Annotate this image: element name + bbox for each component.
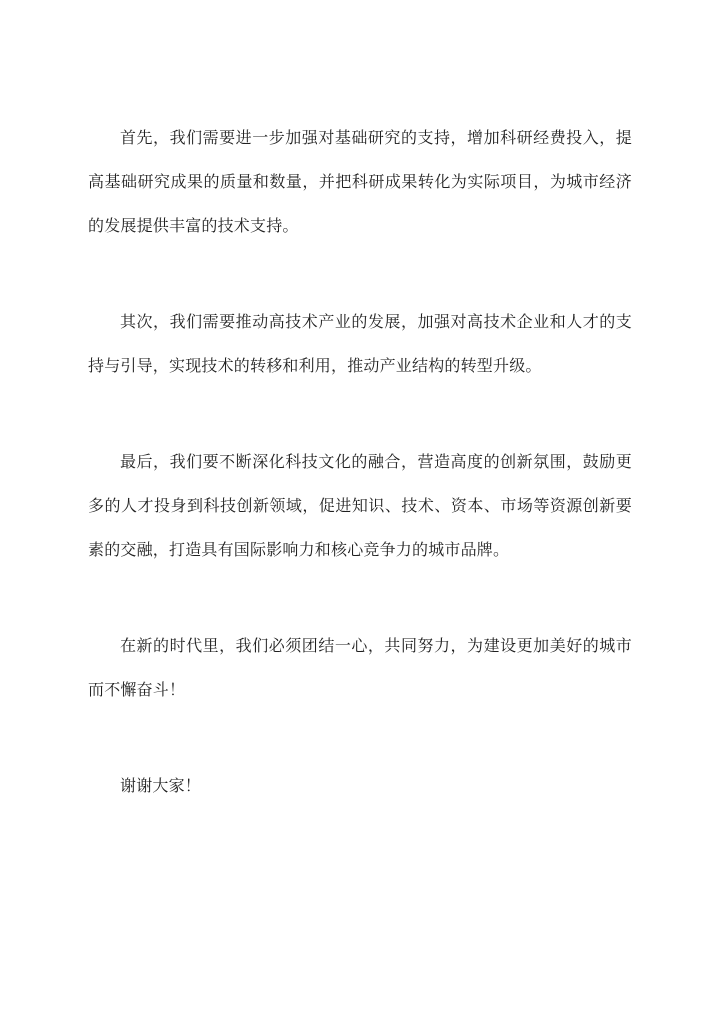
- paragraph-high-tech-industry: 其次，我们需要推动高技术产业的发展，加强对高技术企业和人才的支持与引导，实现技术的转移和利用，推动产业结构的转型升级。: [88, 312, 632, 375]
- paragraph-closing-call: 在新的时代里，我们必须团结一心，共同努力，为建设更加美好的城市而不懈奋斗！: [88, 636, 632, 699]
- paragraph-support-basic-research: 首先，我们需要进一步加强对基础研究的支持，增加科研经费投入，提高基础研究成果的质量和数量，并把科研成果转化为实际项目，为城市经济的发展提供丰富的技术支持。: [88, 128, 632, 235]
- paragraph-thanks: 谢谢大家！: [120, 776, 202, 795]
- paragraph-science-culture-integration: 最后，我们要不断深化科技文化的融合，营造高度的创新氛围，鼓励更多的人才投身到科技创新领域，促进知识、技术、资本、市场等资源创新要素的交融，打造具有国际影响力和核心竞争力的城市品牌。: [88, 452, 632, 559]
